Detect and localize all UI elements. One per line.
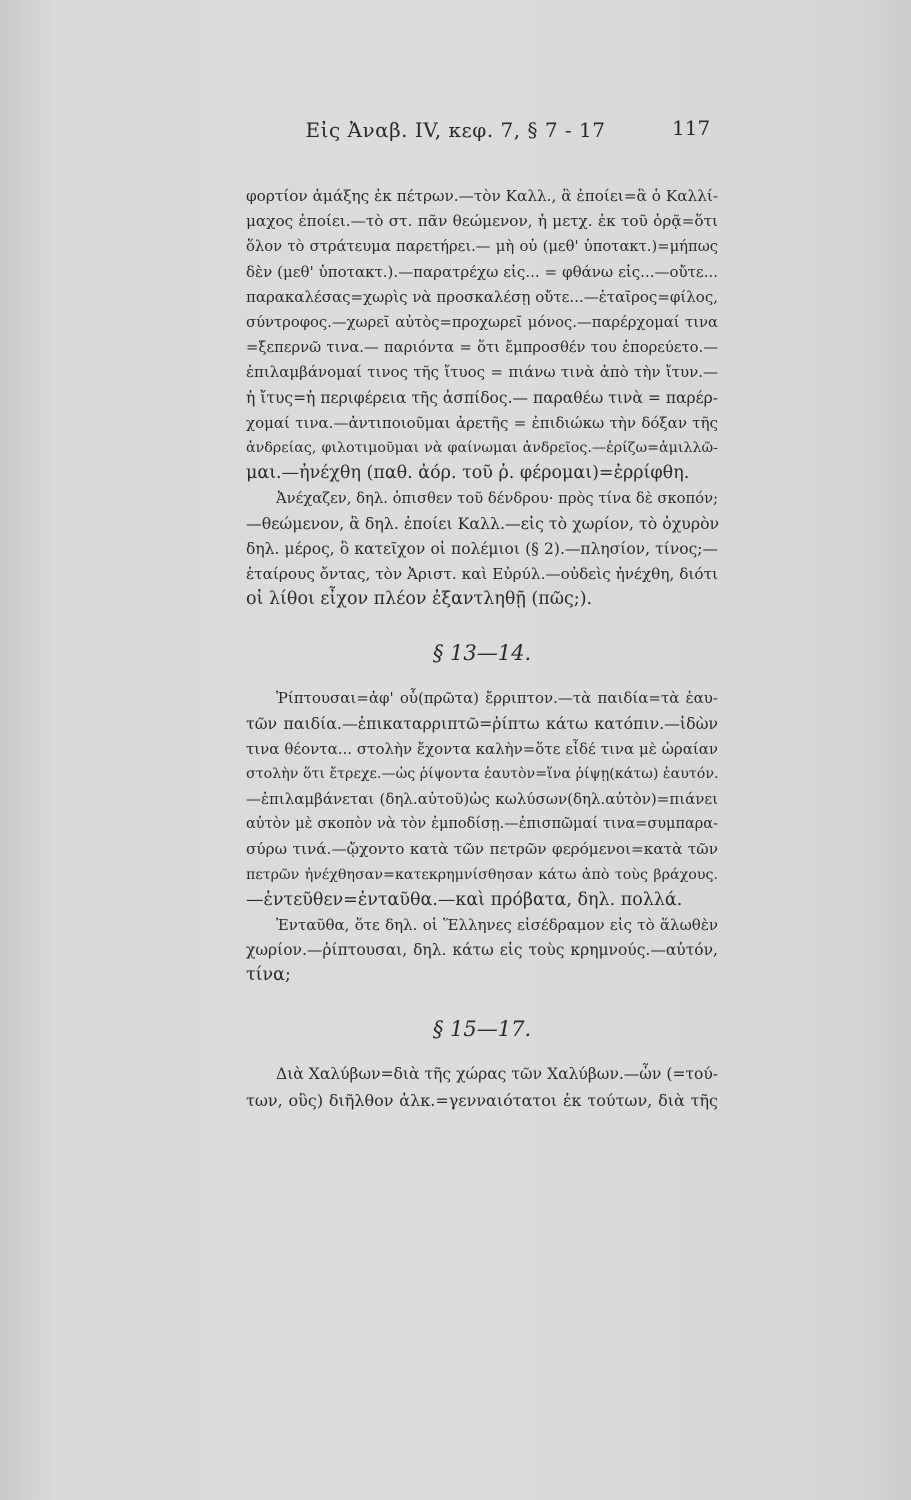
text-line: ἡ ἴτυς=ἡ περιφέρεια τῆς ἀσπίδος.— παραθέω τινὰ = παρέρ-	[246, 388, 718, 407]
paragraph-5	[246, 1062, 718, 1112]
paragraph-2	[246, 486, 718, 612]
section-heading: § 13—14.	[432, 641, 532, 666]
text-line: —ἐντεῦθεν=ἐνταῦθα.—καὶ πρόβατα, δηλ. πολλά.	[246, 889, 683, 910]
running-header: Εἰς Ἀναβ. IV, κεφ. 7, § 7 - 17	[305, 118, 606, 142]
text-line: αὐτὸν μὲ σκοπὸν νὰ τὸν ἐμποδίσῃ.—ἐπισπῶμαί τινα=συμπαρα-	[246, 816, 718, 833]
text-line: δὲν (μεθ' ὑποτακτ.).—παρατρέχω εἰς... = φθάνω εἰς...—οὔτε...	[246, 262, 718, 281]
text-line: —ἐπιλαμβάνεται (δηλ.αὐτοῦ)ὡς κωλύσων(δηλ.αὐτὸν)=πιάνει	[246, 789, 718, 808]
section-heading: § 15—17.	[432, 1017, 532, 1042]
text-line: των, οὓς) διῆλθον ἀλκ.=γενναιότατοι ἐκ τούτων, διὰ τῆς	[246, 1090, 718, 1110]
text-line: χομαί τινα.—ἀντιποιοῦμαι ἀρετῆς = ἐπιδιώκω τὴν δόξαν τῆς	[246, 413, 718, 432]
text-line: ἀνδρείας, φιλοτιμοῦμαι νὰ φαίνωμαι ἀνδρεῖος.—ἐρίζω=ἁμιλλῶ-	[246, 439, 718, 456]
text-line: μαχος ἐποίει.—τὸ στ. πᾶν θεώμενον, ἡ μετχ. ἐκ τοῦ ὁρᾷ=ὅτι	[246, 212, 718, 231]
text-line: ἑταίρους ὄντας, τὸν Ἀριστ. καὶ Εὐρύλ.—οὐδεὶς ἠνέχθη, διότι	[246, 564, 718, 583]
text-line: φορτίον ἁμάξης ἐκ πέτρων.—τὸν Καλλ., ἃ ἐποίει=ἃ ὁ Καλλί-	[246, 187, 718, 205]
text-line: παρακαλέσας=χωρὶς νὰ προσκαλέσῃ οὔτε...—ἑταῖρος=φίλος,	[246, 287, 718, 306]
text-line: Διὰ Χαλύβων=διὰ τῆς χώρας τῶν Χαλύβων.—ὧν (=τού-	[276, 1065, 718, 1084]
text-line: —θεώμενον, ἃ δηλ. ἐποίει Καλλ.—εἰς τὸ χωρίον, τὸ ὀχυρὸν	[246, 514, 720, 534]
text-line: σύντροφος.—χωρεῖ αὐτὸς=προχωρεῖ μόνος.—παρέρχομαί τινα	[246, 313, 718, 331]
text-line: ἐπιλαμβάνομαί τινος τῆς ἴτυος = πιάνω τινὰ ἀπὸ τὴν ἴτυν.—	[246, 363, 718, 382]
text-line: χωρίον.—ῥίπτουσαι, δηλ. κάτω εἰς τοὺς κρημνούς.—αὐτόν,	[246, 941, 718, 960]
text-line: μαι.—ἠνέχθη (παθ. ἀόρ. τοῦ ῥ. φέρομαι)=ἐρρίφθη.	[246, 463, 690, 484]
text-line: =ξεπερνῶ τινα.— παριόντα = ὅτι ἔμπροσθέν του ἐπορεύετο.—	[246, 339, 718, 357]
text-line: στολὴν ὅτι ἔτρεχε.—ὡς ῥίψοντα ἑαυτὸν=ἵνα ῥίψῃ(κάτω) ἑαυτόν.	[246, 765, 719, 782]
paragraph-4	[246, 913, 718, 989]
text-line: ὅλον τὸ στράτευμα παρετήρει.— μὴ οὐ (μεθ' ὑποτακτ.)=μήπως	[246, 238, 718, 256]
text-line: Ῥίπτουσαι=ἀφ' οὗ(πρῶτα) ἔρριπτον.—τὰ παιδία=τὰ ἑαυ-	[276, 689, 718, 708]
paragraph-1	[246, 184, 718, 486]
paragraph-3	[246, 686, 718, 913]
text-line: τινα θέοντα... στολὴν ἔχοντα καλὴν=ὅτε εἶδέ τινα μὲ ὡραίαν	[246, 739, 718, 758]
text-line: σύρω τινά.—ᾤχοντο κατὰ τῶν πετρῶν φερόμενοι=κατὰ τῶν	[246, 840, 718, 859]
text-line: τῶν παιδία.—ἐπικαταρριπτῶ=ῥίπτω κάτω κατόπιν.—ἰδὼν	[246, 714, 718, 734]
commentary-text	[246, 184, 718, 1113]
text-line: πετρῶν ἠνέχθησαν=κατεκρημνίσθησαν κάτω ἀπὸ τοὺς βράχους.	[246, 866, 718, 883]
text-line: τίνα;	[246, 965, 291, 986]
page-number: 117	[672, 116, 711, 140]
text-line: Ἀνέχαζεν, δηλ. ὀπισθεν τοῦ δένδρου· πρὸς τίνα δὲ σκοπόν;	[276, 490, 719, 508]
text-line: Ἐνταῦθα, ὅτε δηλ. οἱ Ἕλληνες εἰσέδραμον εἰς τὸ ἅλωθὲν	[276, 915, 718, 934]
text-line: δηλ. μέρος, ὃ κατεῖχον οἱ πολέμιοι (§ 2).—πλησίον, τίνος;—	[246, 539, 718, 558]
text-line: οἱ λίθοι εἶχον πλέον ἐξαντληθῇ (πῶς;).	[246, 589, 593, 609]
